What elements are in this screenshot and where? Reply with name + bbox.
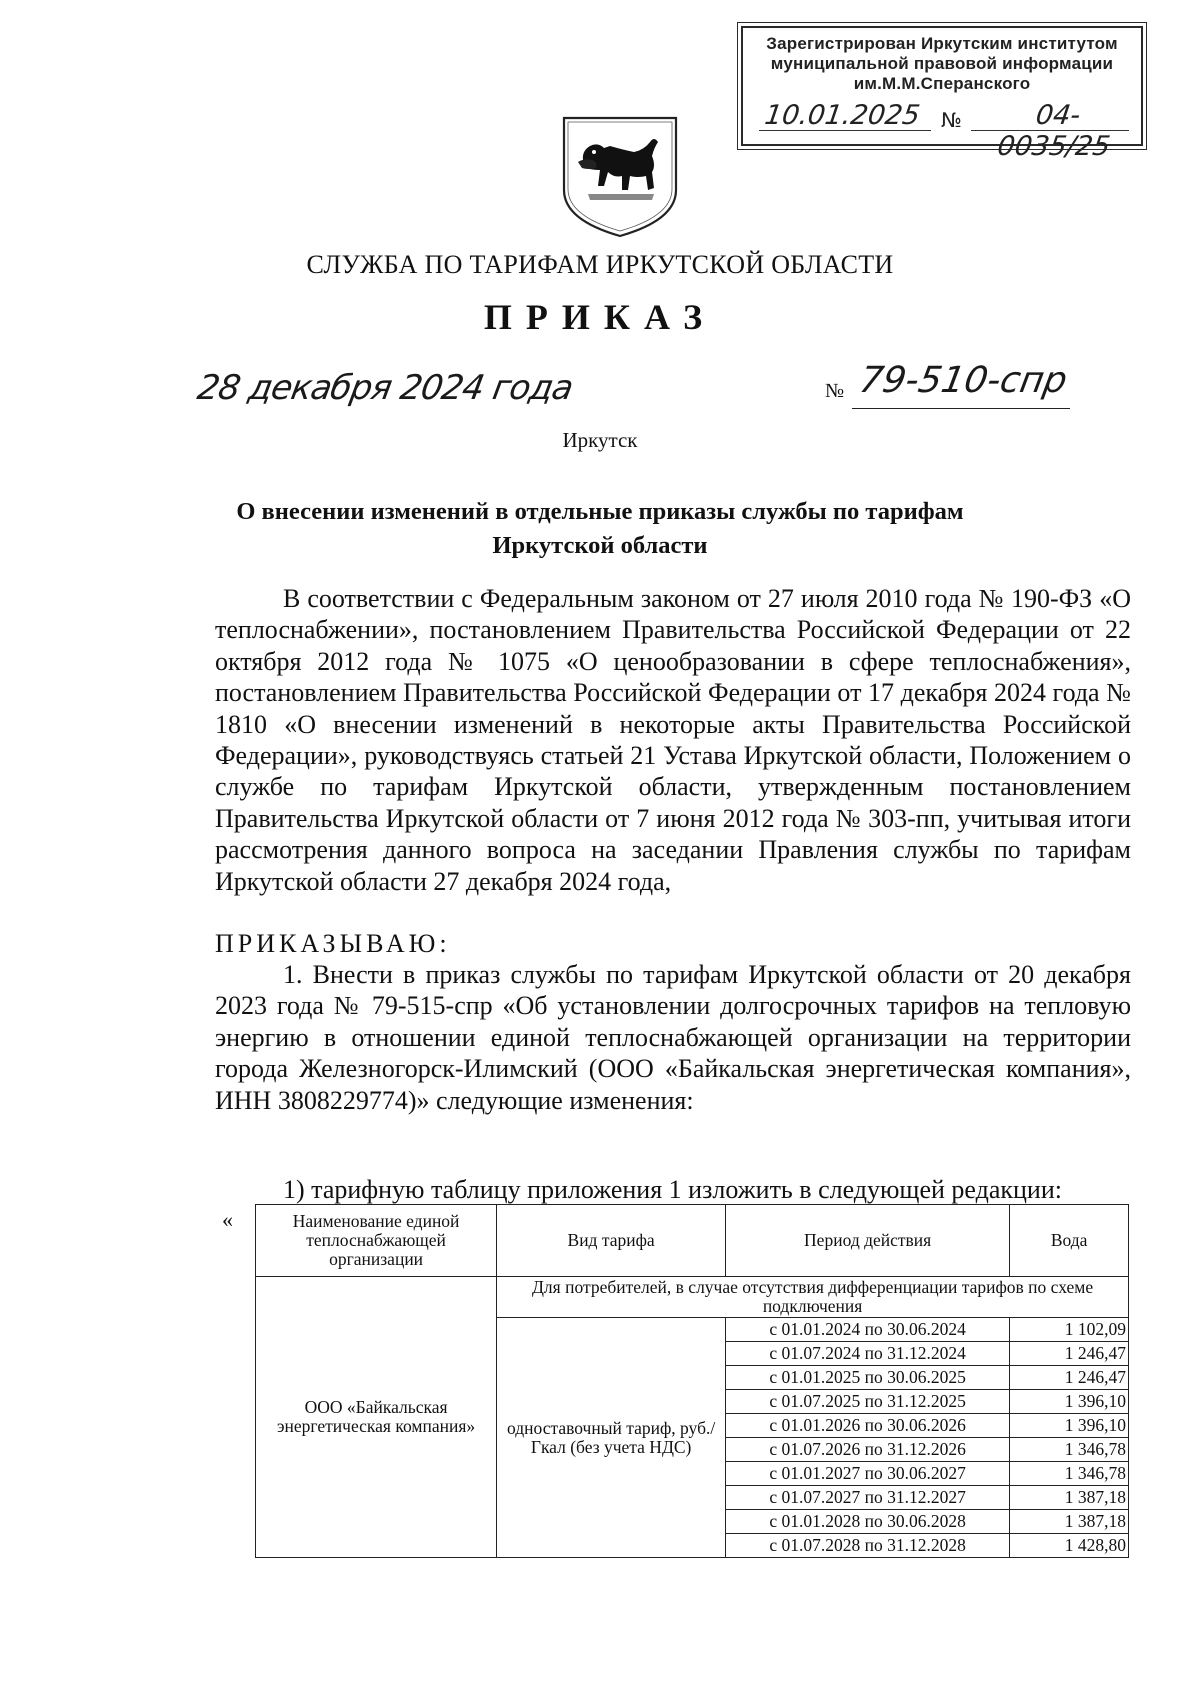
coat-of-arms-icon xyxy=(558,112,682,240)
value-cell: 1 396,10 xyxy=(1010,1414,1129,1438)
stamp-line-3: им.М.М.Сперанского xyxy=(853,74,1031,93)
organization-cell: ООО «Байкальская энергетическая компания» xyxy=(256,1277,497,1558)
stamp-no-label: № xyxy=(941,108,962,132)
agency-name: СЛУЖБА ПО ТАРИФАМ ИРКУТСКОЙ ОБЛАСТИ xyxy=(306,250,894,279)
stamp-line-2: муниципальной правовой информации xyxy=(770,54,1114,73)
period-cell: с 01.01.2028 по 30.06.2028 xyxy=(726,1510,1010,1534)
number-underline xyxy=(852,408,1070,409)
period-cell: с 01.01.2026 по 30.06.2026 xyxy=(726,1414,1010,1438)
table-header-row xyxy=(256,1205,1129,1277)
stamp-line-1: Зарегистрирован Иркутским институтом xyxy=(766,34,1118,53)
value-cell: 1 346,78 xyxy=(1010,1462,1129,1486)
registration-stamp xyxy=(741,26,1143,162)
stamp-reg-number: 04-0035/25 xyxy=(995,100,1113,162)
stamp-reg-date: 10.01.2025 xyxy=(762,100,922,131)
stamp-number-underline xyxy=(971,130,1129,131)
period-cell: с 01.07.2028 по 31.12.2028 xyxy=(726,1534,1010,1558)
handwritten-date: 28 декабря 2024 года xyxy=(194,368,576,408)
header-water: Вода xyxy=(1010,1205,1129,1277)
order-word: ПРИКАЗЫВАЮ: xyxy=(215,929,451,958)
period-cell: с 01.07.2027 по 31.12.2027 xyxy=(726,1486,1010,1510)
header-organization: Наименование единой теплоснабжающей организации xyxy=(256,1205,497,1277)
header-tariff-type: Вид тарифа xyxy=(497,1205,726,1277)
document-type: ПРИКАЗ xyxy=(483,297,717,337)
tariff-type-cell: одноставочный тариф, руб./Гкал (без учета НДС) xyxy=(497,1318,726,1558)
value-cell: 1 387,18 xyxy=(1010,1510,1129,1534)
stamp-date-underline xyxy=(759,130,931,131)
tariff-table xyxy=(255,1204,1129,1558)
title-line-2: Иркутской области xyxy=(492,532,708,559)
value-cell: 1 246,47 xyxy=(1010,1366,1129,1390)
period-cell: с 01.07.2026 по 31.12.2026 xyxy=(726,1438,1010,1462)
value-cell: 1 396,10 xyxy=(1010,1390,1129,1414)
value-cell: 1 346,78 xyxy=(1010,1438,1129,1462)
value-cell: 1 387,18 xyxy=(1010,1486,1129,1510)
city-name: Иркутск xyxy=(562,428,638,452)
value-cell: 1 102,09 xyxy=(1010,1318,1129,1342)
value-cell: 1 428,80 xyxy=(1010,1534,1129,1558)
period-cell: с 01.07.2024 по 31.12.2024 xyxy=(726,1342,1010,1366)
stamp-registration-row xyxy=(751,100,1133,162)
point-1-paragraph: 1. Внести в приказ службы по тарифам Иркутской области от 20 декабря 2023 года № 79-515-спр «Об установлении долгосрочных тарифов на тепловую энергию в отношении единой теплоснабжающей организации на территории города Железногорск-Илимский (ООО «Байкальская энергетическая компания», ИНН 3808229774)» следующие изменения: xyxy=(215,960,1131,1115)
subpoint-1: 1) тарифную таблицу приложения 1 изложить в следующей редакции: xyxy=(283,1175,1062,1204)
period-cell: с 01.07.2025 по 31.12.2025 xyxy=(726,1390,1010,1414)
header-period: Период действия xyxy=(726,1205,1010,1277)
period-cell: с 01.01.2027 по 30.06.2027 xyxy=(726,1462,1010,1486)
period-cell: с 01.01.2025 по 30.06.2025 xyxy=(726,1366,1010,1390)
document-title xyxy=(0,495,1200,563)
period-cell: с 01.01.2024 по 30.06.2024 xyxy=(726,1318,1010,1342)
title-line-1: О внесении изменений в отдельные приказы службы по тарифам xyxy=(236,498,964,525)
table-row xyxy=(256,1277,1129,1318)
opening-quote-mark: « xyxy=(222,1207,233,1232)
value-cell: 1 246,47 xyxy=(1010,1342,1129,1366)
consumer-subheader: Для потребителей, в случае отсутствия дифференциации тарифов по схеме подключения xyxy=(497,1277,1129,1318)
number-label: № xyxy=(825,380,845,402)
handwritten-number: 79-510-спр xyxy=(856,360,1071,401)
preamble-paragraph: В соответствии с Федеральным законом от 27 июля 2010 года № 190-ФЗ «О теплоснабжении», постановлением Правительства Российской Федерации от 22 октября 2012 года № 1075 «О ценообразовании в сфере теплоснабжения», постановлением Правительства Российской Федерации от 17 декабря 2024 года № 1810 «О внесении изменений в некоторые акты Правительства Российской Федерации», руководствуясь статьей 21 Устава Иркутской области, Положением о службе по тарифам Иркутской области, утвержденным постановлением Правительства Иркутской области от 7 июня 2012 года № 303-пп, учитывая итоги рассмотрения данного вопроса на заседании Правления службы по тарифам Иркутской области 27 декабря 2024 года, xyxy=(215,584,1131,896)
